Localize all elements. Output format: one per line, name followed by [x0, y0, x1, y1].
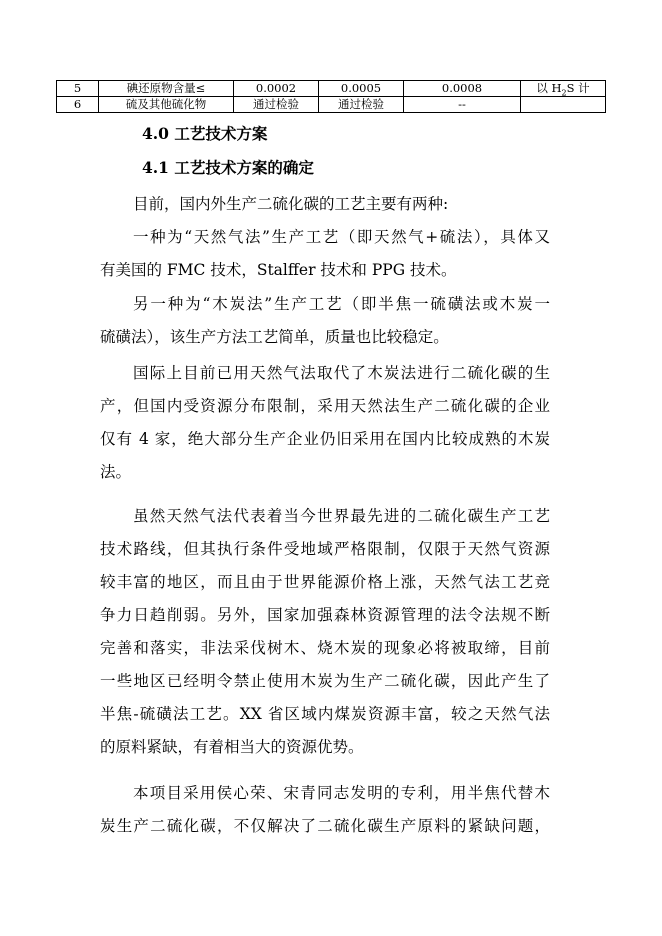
text-line: 产，但国内受资源分布限制，采用天然法生产二硫化碳的企业 [100, 397, 550, 415]
paragraph-project-patent [100, 777, 550, 843]
item-name: 硫及其他硫化物 [99, 97, 234, 113]
table-row [57, 81, 606, 97]
item-name: 碘还原物含量≤ [99, 81, 234, 97]
paragraph-semi-coke-rationale [100, 500, 550, 764]
text-line: 半焦-硫磺法工艺。XX 省区域内煤炭资源丰富，较之天然气法 [100, 705, 550, 723]
text-line: 完善和落实，非法采伐树木、烧木炭的现象必将被取缔，目前 [100, 639, 550, 657]
text-line: 炭生产二硫化碳，不仅解决了二硫化碳生产原料的紧缺问题， [100, 817, 550, 835]
text-line: 有美国的 FMC 技术，Stalffer 技术和 PPG 技术。 [100, 261, 457, 279]
note-suffix: S 计 [566, 81, 590, 95]
text-line: 法。 [100, 463, 132, 481]
text-line: 虽然天然气法代表着当今世界最先进的二硫化碳生产工艺 [133, 507, 550, 525]
note-cell [521, 97, 606, 113]
paragraph-natural-gas-method [100, 221, 550, 287]
text-line: 仅有 4 家，绝大部分生产企业仍旧采用在国内比较成熟的木炭 [100, 430, 550, 448]
text-line: 另一种为“木炭法”生产工艺（即半焦一硫磺法或木炭一 [133, 295, 550, 313]
text-line: 一些地区已经明令禁止使用木炭为生产二硫化碳，因此产生了 [100, 672, 550, 690]
paragraph-methods-intro [100, 188, 550, 221]
row-number: 6 [57, 97, 99, 113]
row-number: 5 [57, 81, 99, 97]
value-cell: 通过检验 [234, 97, 319, 113]
value-cell: -- [404, 97, 521, 113]
text-line: 技术路线，但其执行条件受地域严格限制，仅限于天然气资源 [100, 540, 550, 558]
text-line: 本项目采用侯心荣、宋青同志发明的专利，用半焦代替木 [133, 784, 550, 802]
value-cell: 0.0008 [404, 81, 521, 97]
table-row [57, 97, 606, 113]
note-subscript: 2 [561, 88, 567, 97]
section-heading: 4.0 工艺技术方案 [142, 124, 268, 143]
paragraph-charcoal-method [100, 288, 550, 354]
note-cell [521, 81, 606, 97]
value-cell: 0.0002 [234, 81, 319, 97]
text-line: 的原料紧缺，有着相当大的资源优势。 [100, 738, 364, 756]
subsection-heading: 4.1 工艺技术方案的确定 [142, 158, 314, 177]
text-line: 一种为“天然气法”生产工艺（即天然气+硫法），具体又 [133, 228, 550, 246]
value-cell: 0.0005 [319, 81, 404, 97]
text-line: 较丰富的地区，而且由于世界能源价格上涨，天然气法工艺竞 [100, 573, 550, 591]
paragraph-domestic-status [100, 357, 550, 489]
text-line: 国际上目前已用天然气法取代了木炭法进行二硫化碳的生 [133, 364, 550, 382]
text-line: 目前，国内外生产二硫化碳的工艺主要有两种: [133, 195, 449, 213]
text-line: 争力日趋削弱。另外，国家加强森林资源管理的法令法规不断 [100, 606, 550, 624]
spec-table [56, 80, 606, 113]
value-cell: 通过检验 [319, 97, 404, 113]
note-prefix: 以 H [536, 81, 562, 95]
text-line: 硫磺法），该生产方法工艺简单，质量也比较稳定。 [100, 328, 449, 346]
